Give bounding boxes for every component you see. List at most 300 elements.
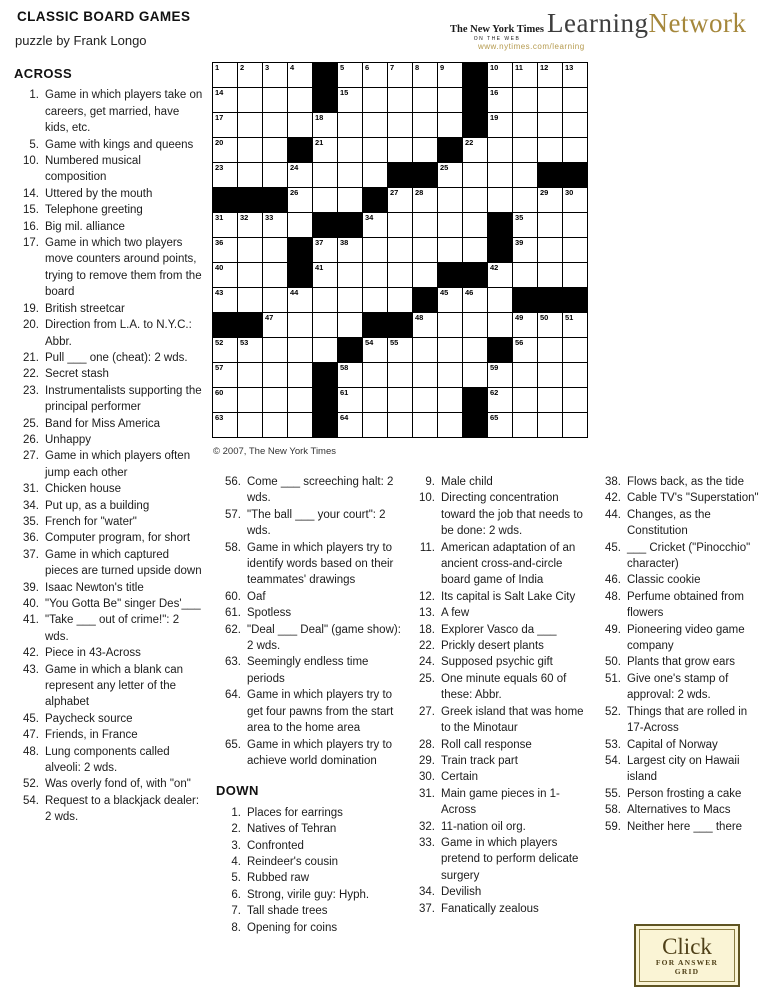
clue-item bbox=[594, 753, 766, 786]
grid-cell-black bbox=[263, 188, 288, 213]
clue-number: 62. bbox=[225, 623, 241, 636]
clue-item bbox=[408, 901, 594, 917]
clue-number: 25. bbox=[23, 417, 39, 430]
grid-cell bbox=[363, 363, 388, 388]
grid-cell bbox=[288, 388, 313, 413]
grid-cell-black bbox=[488, 238, 513, 263]
grid-cell bbox=[213, 88, 238, 113]
grid-cell-black bbox=[238, 188, 263, 213]
grid-cell bbox=[288, 113, 313, 138]
grid-cell bbox=[538, 213, 563, 238]
clue-item bbox=[594, 540, 766, 573]
grid-cell bbox=[238, 338, 263, 363]
grid-cell bbox=[238, 238, 263, 263]
grid-cell-black bbox=[213, 313, 238, 338]
clue-text: Plants that grow ears bbox=[627, 656, 736, 669]
grid-cell bbox=[313, 238, 338, 263]
clue-text: Male child bbox=[441, 476, 493, 488]
clue-item bbox=[12, 514, 205, 530]
clue-number: 48. bbox=[23, 745, 39, 758]
clue-number: 12. bbox=[419, 590, 435, 603]
grid-cell bbox=[438, 413, 463, 438]
grid-cell bbox=[413, 338, 438, 363]
clue-number: 60. bbox=[225, 590, 241, 603]
grid-cell-black bbox=[313, 388, 338, 413]
clue-number: 10. bbox=[23, 155, 39, 168]
grid-cell bbox=[513, 363, 538, 388]
clue-item bbox=[214, 737, 404, 770]
grid-cell bbox=[413, 313, 438, 338]
clue-number: 57. bbox=[225, 508, 241, 521]
grid-cell bbox=[263, 263, 288, 288]
clue-item bbox=[12, 711, 205, 727]
grid-cell bbox=[488, 188, 513, 213]
clue-text: Main game pieces in 1-Across bbox=[441, 787, 560, 817]
grid-cell bbox=[538, 63, 563, 88]
grid-cell bbox=[363, 263, 388, 288]
grid-cell bbox=[338, 138, 363, 163]
grid-cell bbox=[563, 113, 588, 138]
grid-cell-number: 3 bbox=[265, 63, 270, 72]
clue-item bbox=[594, 786, 766, 802]
clue-text: Strong, virile guy: Hyph. bbox=[247, 888, 370, 901]
clue-number: 51. bbox=[605, 672, 621, 685]
clue-number: 45. bbox=[23, 712, 39, 725]
clue-text: Game in which a blank can represent any letter of the alphabet bbox=[45, 663, 184, 709]
clue-item bbox=[12, 481, 205, 497]
grid-cell-number: 25 bbox=[440, 163, 449, 172]
clue-text: Paycheck source bbox=[45, 712, 133, 725]
clue-number: 27. bbox=[419, 705, 435, 718]
grid-cell bbox=[388, 188, 413, 213]
grid-cell-black bbox=[413, 288, 438, 313]
grid-cell-black bbox=[288, 263, 313, 288]
clue-text: Computer program, for short bbox=[45, 532, 191, 545]
grid-cell-number: 13 bbox=[565, 63, 574, 72]
grid-cell-number: 2 bbox=[240, 63, 245, 72]
clue-text: Rubbed raw bbox=[247, 872, 310, 885]
clue-number: 35. bbox=[23, 515, 39, 528]
grid-cell bbox=[563, 263, 588, 288]
grid-cell bbox=[513, 188, 538, 213]
clue-item bbox=[408, 605, 594, 621]
grid-cell bbox=[513, 88, 538, 113]
clue-item bbox=[12, 596, 205, 612]
grid-cell bbox=[413, 88, 438, 113]
clue-text: Secret stash bbox=[45, 368, 109, 381]
grid-cell bbox=[313, 338, 338, 363]
clue-item bbox=[594, 704, 766, 737]
grid-cell bbox=[388, 263, 413, 288]
grid-cell bbox=[413, 113, 438, 138]
clue-text: Put up, as a building bbox=[45, 499, 150, 512]
crossword-table bbox=[212, 62, 588, 438]
nyt-masthead bbox=[450, 25, 544, 42]
clue-number: 58. bbox=[605, 804, 621, 817]
clue-text: Game in which captured pieces are turned upside down bbox=[45, 548, 202, 578]
grid-cell-number: 59 bbox=[490, 363, 499, 372]
grid-cell bbox=[338, 113, 363, 138]
clue-text: Natives of Tehran bbox=[247, 823, 337, 836]
clue-item bbox=[408, 622, 594, 638]
grid-cell-number: 23 bbox=[215, 163, 224, 172]
grid-cell-number: 63 bbox=[215, 413, 224, 422]
grid-cell bbox=[263, 288, 288, 313]
grid-cell-number: 27 bbox=[390, 188, 399, 197]
clue-text: Pull ___ one (cheat): 2 wds. bbox=[45, 351, 188, 364]
clue-text: Oaf bbox=[247, 590, 266, 603]
clue-item bbox=[214, 805, 404, 821]
clue-number: 52. bbox=[23, 778, 39, 791]
clue-text: Isaac Newton's title bbox=[45, 581, 144, 594]
grid-cell bbox=[338, 288, 363, 313]
grid-cell bbox=[413, 138, 438, 163]
clue-number: 44. bbox=[605, 508, 621, 521]
grid-cell bbox=[413, 388, 438, 413]
grid-cell-black bbox=[313, 213, 338, 238]
down-clues-list-2 bbox=[408, 474, 594, 917]
grid-cell bbox=[413, 63, 438, 88]
clue-text: Game in which two players move counters around points, trying to remove them from the board bbox=[45, 237, 202, 299]
grid-cell-black bbox=[213, 188, 238, 213]
down-header: DOWN bbox=[216, 783, 259, 799]
grid-cell bbox=[213, 363, 238, 388]
grid-cell bbox=[313, 138, 338, 163]
clue-number: 2. bbox=[231, 823, 241, 836]
clue-item bbox=[12, 744, 205, 777]
grid-cell bbox=[463, 238, 488, 263]
grid-cell-number: 26 bbox=[290, 188, 299, 197]
grid-cell-black bbox=[538, 163, 563, 188]
grid-cell-number: 11 bbox=[515, 63, 523, 72]
grid-cell-number: 52 bbox=[215, 338, 224, 347]
grid-cell bbox=[338, 188, 363, 213]
grid-cell bbox=[388, 88, 413, 113]
grid-cell bbox=[263, 213, 288, 238]
clue-item bbox=[12, 219, 205, 235]
clue-item bbox=[12, 301, 205, 317]
clue-item bbox=[408, 769, 594, 785]
clue-item bbox=[408, 638, 594, 654]
grid-cell bbox=[538, 413, 563, 438]
grid-cell bbox=[388, 413, 413, 438]
clue-text: Chicken house bbox=[45, 483, 122, 496]
clue-item bbox=[12, 547, 205, 580]
clue-item bbox=[408, 737, 594, 753]
grid-cell bbox=[363, 238, 388, 263]
clue-text: Game in which players often jump each other bbox=[45, 450, 191, 479]
clue-item bbox=[12, 235, 205, 301]
grid-cell bbox=[388, 138, 413, 163]
grid-cell bbox=[513, 63, 538, 88]
clue-item bbox=[594, 490, 766, 506]
clue-item bbox=[408, 884, 594, 900]
grid-cell-number: 36 bbox=[215, 238, 224, 247]
clue-item bbox=[594, 474, 766, 490]
clue-text: Band for Miss America bbox=[45, 417, 161, 430]
grid-cell bbox=[338, 163, 363, 188]
copyright-line: © 2007, The New York Times bbox=[213, 446, 336, 457]
grid-cell-number: 12 bbox=[540, 63, 549, 72]
clue-number: 22. bbox=[23, 368, 39, 381]
nyt-masthead-text: The New York Times bbox=[450, 24, 545, 35]
grid-cell bbox=[213, 288, 238, 313]
nyt-masthead-subtext: ON THE WEB bbox=[473, 35, 521, 42]
clue-number: 54. bbox=[23, 794, 39, 807]
grid-cell-black bbox=[388, 163, 413, 188]
grid-cell bbox=[288, 413, 313, 438]
logo-url-link[interactable]: www.nytimes.com/learning bbox=[478, 41, 585, 51]
grid-cell-number: 55 bbox=[390, 338, 399, 347]
clue-item bbox=[12, 448, 205, 481]
clue-text: American adaptation of an ancient cross-and-circle board game of India bbox=[441, 541, 576, 587]
clue-item bbox=[214, 821, 404, 837]
grid-cell-number: 33 bbox=[265, 213, 274, 222]
clue-number: 23. bbox=[23, 384, 39, 397]
clue-number: 37. bbox=[419, 902, 435, 915]
grid-cell-number: 45 bbox=[440, 288, 449, 297]
grid-cell bbox=[288, 188, 313, 213]
clue-text: "Deal ___ Deal" (game show): 2 wds. bbox=[247, 623, 401, 653]
grid-cell bbox=[213, 263, 238, 288]
clue-text: Cable TV's "Superstation" bbox=[627, 492, 759, 505]
grid-cell bbox=[538, 113, 563, 138]
clue-number: 42. bbox=[605, 492, 621, 505]
grid-cell bbox=[513, 313, 538, 338]
clue-number: 59. bbox=[605, 820, 621, 833]
clue-number: 26. bbox=[23, 433, 39, 446]
puzzle-byline: puzzle by Frank Longo bbox=[15, 33, 147, 48]
clue-text: Direction from L.A. to N.Y.C.: Abbr. bbox=[45, 319, 192, 348]
grid-cell-number: 18 bbox=[315, 113, 324, 122]
clue-number: 32. bbox=[419, 820, 435, 833]
grid-cell-number: 21 bbox=[315, 138, 324, 147]
clue-number: 5. bbox=[231, 872, 241, 885]
grid-cell bbox=[413, 363, 438, 388]
clue-text: Friends, in France bbox=[45, 729, 138, 742]
grid-cell-number: 54 bbox=[365, 338, 374, 347]
grid-cell bbox=[238, 288, 263, 313]
grid-cell-number: 10 bbox=[490, 63, 499, 72]
grid-cell bbox=[363, 63, 388, 88]
clue-item bbox=[12, 645, 205, 661]
answer-button-for-answer-text: FOR ANSWER bbox=[655, 958, 719, 967]
clue-text: Spotless bbox=[247, 607, 292, 620]
grid-cell-black bbox=[288, 238, 313, 263]
grid-cell bbox=[538, 388, 563, 413]
clue-item bbox=[408, 474, 594, 490]
clue-item bbox=[408, 704, 594, 737]
answer-grid-button[interactable] bbox=[634, 924, 740, 987]
grid-cell bbox=[288, 88, 313, 113]
clue-text: Person frosting a cake bbox=[627, 787, 742, 800]
grid-cell-black bbox=[463, 113, 488, 138]
grid-cell bbox=[513, 388, 538, 413]
grid-cell bbox=[388, 363, 413, 388]
clue-number: 1. bbox=[231, 806, 241, 819]
clue-text: Fanatically zealous bbox=[441, 902, 539, 915]
grid-cell bbox=[388, 288, 413, 313]
grid-cell-number: 16 bbox=[490, 88, 499, 97]
clue-item bbox=[408, 753, 594, 769]
clue-text: Game in which players pretend to perform delicate surgery bbox=[441, 836, 579, 882]
grid-cell bbox=[463, 138, 488, 163]
clue-text: Things that are rolled in 17-Across bbox=[627, 705, 748, 735]
clue-item bbox=[408, 786, 594, 819]
grid-cell bbox=[488, 63, 513, 88]
clue-item bbox=[214, 474, 404, 507]
clue-item bbox=[408, 490, 594, 539]
grid-cell-black bbox=[563, 288, 588, 313]
clue-text: ___ Cricket ("Pinocchio" character) bbox=[627, 541, 751, 571]
across-clues-list-2 bbox=[214, 474, 404, 769]
clue-item bbox=[12, 530, 205, 546]
clue-item bbox=[12, 383, 205, 416]
clue-text: Certain bbox=[441, 771, 479, 784]
clue-text: Instrumentalists supporting the principal performer bbox=[45, 384, 202, 414]
clue-text: Classic cookie bbox=[627, 574, 701, 587]
grid-cell bbox=[488, 263, 513, 288]
grid-cell-number: 1 bbox=[215, 63, 220, 72]
clue-item bbox=[12, 432, 205, 448]
clue-item bbox=[594, 622, 766, 655]
grid-cell bbox=[388, 113, 413, 138]
grid-cell bbox=[363, 388, 388, 413]
grid-cell-number: 4 bbox=[290, 63, 295, 72]
clue-text: Game with kings and queens bbox=[45, 138, 194, 151]
clue-item bbox=[12, 416, 205, 432]
clue-number: 34. bbox=[419, 886, 435, 899]
clue-text: Greek island that was home to the Minotaur bbox=[441, 705, 584, 735]
clue-item bbox=[594, 737, 766, 753]
clue-text: Come ___ screeching halt: 2 wds. bbox=[247, 476, 394, 505]
grid-cell-number: 31 bbox=[215, 213, 224, 222]
clue-number: 1. bbox=[29, 89, 39, 102]
grid-cell-number: 20 bbox=[215, 138, 224, 147]
clue-text: British streetcar bbox=[45, 302, 125, 315]
clue-item bbox=[408, 835, 594, 884]
clue-text: French for "water" bbox=[45, 515, 137, 528]
grid-cell-number: 57 bbox=[215, 363, 224, 372]
grid-cell-number: 61 bbox=[340, 388, 349, 397]
clue-item bbox=[214, 605, 404, 621]
grid-cell bbox=[313, 313, 338, 338]
grid-cell bbox=[563, 363, 588, 388]
grid-cell bbox=[313, 288, 338, 313]
grid-cell bbox=[238, 113, 263, 138]
clues-column-2 bbox=[214, 474, 404, 936]
grid-cell bbox=[563, 138, 588, 163]
grid-cell bbox=[463, 338, 488, 363]
grid-cell bbox=[363, 163, 388, 188]
grid-cell bbox=[463, 363, 488, 388]
grid-cell bbox=[213, 338, 238, 363]
grid-cell bbox=[263, 163, 288, 188]
grid-cell bbox=[563, 63, 588, 88]
grid-cell bbox=[263, 63, 288, 88]
grid-cell bbox=[363, 213, 388, 238]
grid-cell bbox=[238, 88, 263, 113]
clue-number: 7. bbox=[231, 905, 241, 918]
grid-cell-number: 44 bbox=[290, 288, 299, 297]
grid-cell-number: 40 bbox=[215, 263, 224, 272]
clue-item bbox=[594, 671, 766, 704]
grid-cell bbox=[413, 188, 438, 213]
grid-cell-number: 58 bbox=[340, 363, 349, 372]
grid-cell-black bbox=[313, 88, 338, 113]
grid-cell-black bbox=[488, 338, 513, 363]
clue-number: 56. bbox=[225, 476, 241, 488]
clue-text: Request to a blackjack dealer: 2 wds. bbox=[45, 794, 200, 824]
clue-text: Uttered by the mouth bbox=[45, 187, 153, 200]
clue-number: 11. bbox=[419, 541, 435, 554]
grid-cell bbox=[463, 288, 488, 313]
clue-number: 50. bbox=[605, 656, 621, 669]
clue-number: 6. bbox=[231, 888, 241, 901]
grid-cell bbox=[538, 338, 563, 363]
grid-cell bbox=[388, 238, 413, 263]
clue-item bbox=[594, 654, 766, 670]
grid-cell bbox=[438, 238, 463, 263]
grid-cell-black bbox=[463, 263, 488, 288]
clue-number: 3. bbox=[231, 839, 241, 852]
answer-button-click-text: Click bbox=[662, 934, 712, 959]
clue-number: 58. bbox=[225, 541, 241, 554]
grid-cell bbox=[213, 213, 238, 238]
grid-cell bbox=[213, 388, 238, 413]
grid-cell bbox=[513, 113, 538, 138]
grid-cell bbox=[238, 138, 263, 163]
clue-item bbox=[408, 589, 594, 605]
grid-cell bbox=[263, 88, 288, 113]
clue-item bbox=[12, 793, 205, 826]
clue-item bbox=[12, 186, 205, 202]
across-header: ACROSS bbox=[14, 66, 73, 81]
grid-cell bbox=[488, 138, 513, 163]
grid-cell bbox=[513, 338, 538, 363]
clue-item bbox=[12, 153, 205, 186]
clue-text: Confronted bbox=[247, 839, 304, 852]
clue-text: Game in which players take on careers, get married, have kids, etc. bbox=[45, 89, 203, 135]
clue-text: Tall shade trees bbox=[247, 905, 328, 918]
grid-cell bbox=[238, 213, 263, 238]
grid-cell bbox=[263, 113, 288, 138]
clue-number: 24. bbox=[419, 656, 435, 669]
grid-cell bbox=[238, 413, 263, 438]
grid-cell bbox=[538, 313, 563, 338]
clue-item bbox=[594, 819, 766, 835]
grid-cell bbox=[338, 413, 363, 438]
grid-cell-black bbox=[338, 338, 363, 363]
grid-cell-number: 43 bbox=[215, 288, 224, 297]
grid-cell bbox=[363, 288, 388, 313]
grid-cell bbox=[338, 388, 363, 413]
grid-cell bbox=[563, 413, 588, 438]
clue-text: Capital of Norway bbox=[627, 738, 718, 751]
clue-text: Game in which players try to identify words based on their teammates' drawings bbox=[247, 541, 394, 587]
clue-number: 4. bbox=[231, 855, 241, 868]
grid-cell bbox=[338, 313, 363, 338]
grid-cell-black bbox=[538, 288, 563, 313]
clue-number: 14. bbox=[23, 187, 39, 200]
clue-item bbox=[214, 838, 404, 854]
grid-cell-number: 22 bbox=[465, 138, 474, 147]
clue-text: "Take ___ out of crime!": 2 wds. bbox=[45, 614, 180, 643]
grid-cell-number: 53 bbox=[240, 338, 249, 347]
clue-number: 61. bbox=[225, 607, 241, 620]
grid-cell-number: 37 bbox=[315, 238, 324, 247]
grid-cell bbox=[213, 238, 238, 263]
